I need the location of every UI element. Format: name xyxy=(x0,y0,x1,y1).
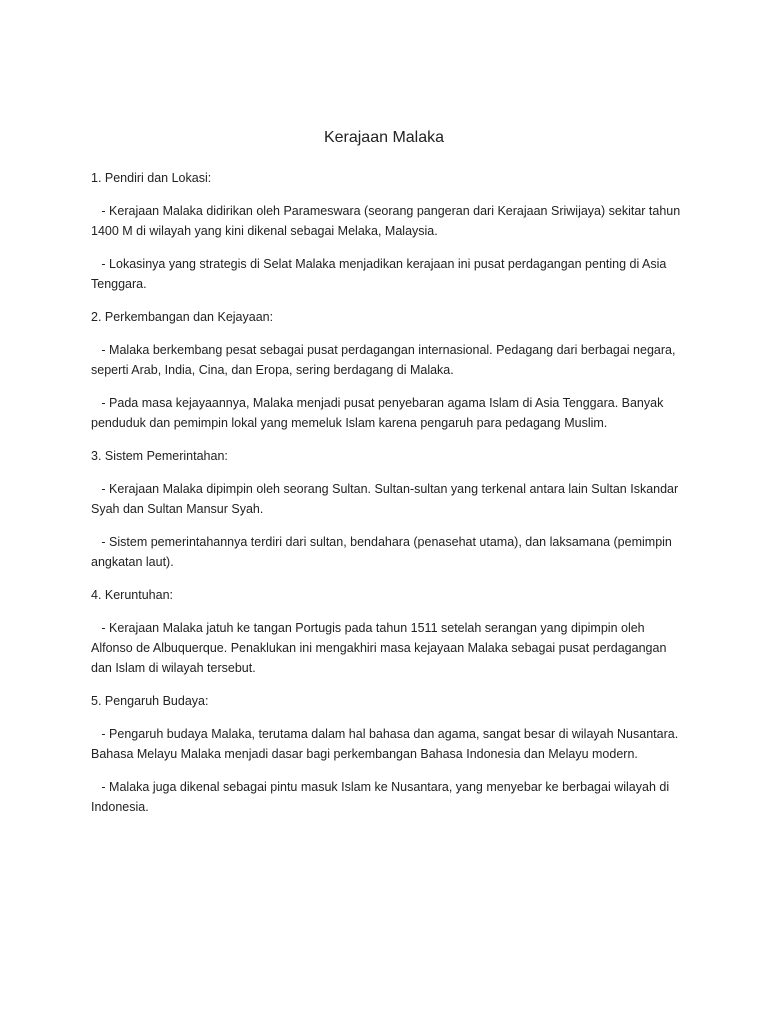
section-keruntuhan xyxy=(91,585,681,678)
section-heading: 1. Pendiri dan Lokasi: xyxy=(91,171,212,185)
paragraph: - Kerajaan Malaka didirikan oleh Parameswara (seorang pangeran dari Kerajaan Sriwijaya) sekitar tahun 1400 M di wilayah yang kini dikenal sebagai Melaka, Malaysia. xyxy=(91,204,684,238)
paragraph: - Pada masa kejayaannya, Malaka menjadi pusat penyebaran agama Islam di Asia Tenggara. Banyak penduduk dan pemimpin lokal yang memeluk Islam karena pengaruh para pedagang Muslim. xyxy=(91,396,667,430)
section-heading: 4. Keruntuhan: xyxy=(91,588,174,602)
paragraph: - Kerajaan Malaka jatuh ke tangan Portugis pada tahun 1511 setelah serangan yang dipimpin oleh Alfonso de Albuquerque. Penaklukan ini mengakhiri masa kejayaan Malaka sebagai pusat perdagangan dan Islam di wilayah tersebut. xyxy=(91,621,670,675)
paragraph: - Malaka berkembang pesat sebagai pusat perdagangan internasional. Pedagang dari berbagai negara, seperti Arab, India, Cina, dan Eropa, sering berdagang di Malaka. xyxy=(91,343,679,377)
paragraph: - Lokasinya yang strategis di Selat Malaka menjadikan kerajaan ini pusat perdagangan penting di Asia Tenggara. xyxy=(91,257,670,291)
section-perkembangan-kejayaan xyxy=(91,307,681,433)
section-heading: 5. Pengaruh Budaya: xyxy=(91,694,209,708)
paragraph: - Sistem pemerintahannya terdiri dari sultan, bendahara (penasehat utama), dan laksamana (pemimpin angkatan laut). xyxy=(91,535,676,569)
section-heading: 2. Perkembangan dan Kejayaan: xyxy=(91,310,274,324)
document-title: Kerajaan Malaka xyxy=(323,129,445,146)
paragraph: - Kerajaan Malaka dipimpin oleh seorang Sultan. Sultan-sultan yang terkenal antara lain Sultan Iskandar Syah dan Sultan Mansur Syah. xyxy=(91,482,682,516)
section-pendiri-lokasi xyxy=(91,168,684,294)
section-sistem-pemerintahan xyxy=(91,446,681,572)
document-body xyxy=(91,168,684,830)
paragraph: - Pengaruh budaya Malaka, terutama dalam hal bahasa dan agama, sangat besar di wilayah Nusantara. Bahasa Melayu Malaka menjadi dasar bagi perkembangan Bahasa Indonesia dan Melayu modern. xyxy=(91,727,682,761)
section-heading: 3. Sistem Pemerintahan: xyxy=(91,449,228,463)
section-pengaruh-budaya xyxy=(91,691,681,817)
paragraph: - Malaka juga dikenal sebagai pintu masuk Islam ke Nusantara, yang menyebar ke berbagai wilayah di Indonesia. xyxy=(91,780,673,814)
